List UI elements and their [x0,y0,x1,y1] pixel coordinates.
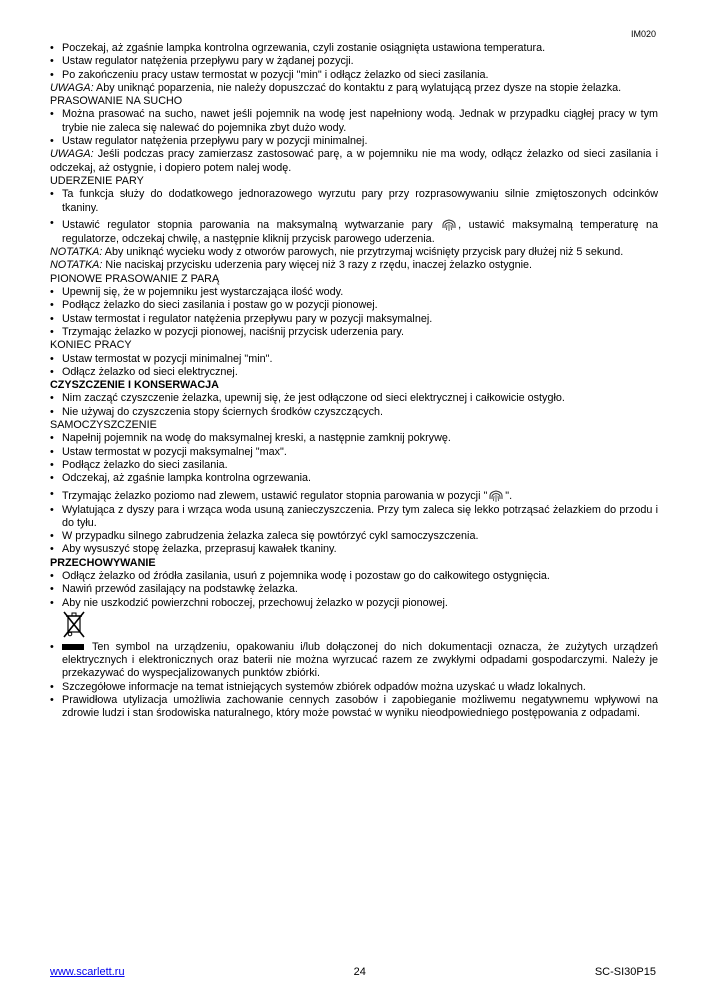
list-item-text: Aby nie uszkodzić powierzchni roboczej, przechowuj żelazko w pozycji pionowej. [62,596,448,609]
bullet-icon: • [50,365,54,378]
list-item [50,313,658,326]
list-item-text: Ustaw termostat i regulator natężenia przepływu pary w pozycji maksymalnej. [62,312,433,325]
list-item-text: Można prasować na sucho, nawet jeśli pojemnik na wodę jest napełniony wodą. Jednak w przypadku ciągłej pracy w tym trybie nie zaleca się nalewać do pojemnika zbyt dużo wody. [62,108,658,134]
list-item-text: Nawiń przewód zasilający na podstawkę żelazka. [62,583,298,596]
list-item [50,641,658,681]
section-heading: UDERZENIE PARY [50,174,144,187]
bullet-icon: • [50,108,54,121]
instruction-text [50,42,658,721]
bullet-icon: • [50,405,54,418]
document-code: IM020 [630,29,656,39]
bullet-icon: • [50,216,54,229]
list-item [50,326,658,339]
bullet-icon: • [50,487,54,500]
list-item [50,135,658,148]
section-heading: PIONOWE PRASOWANIE Z PARĄ [50,272,220,285]
list-item-text: Ustaw regulator natężenia przepływu pary w pozycji minimalnej. [62,135,368,148]
note-paragraph [50,82,658,95]
list-item-text: Nim zacząć czyszczenie żelazka, upewnij się, że jest odłączone od sieci elektrycznej i całkowicie ostygło. [62,392,565,405]
bullet-icon: • [50,312,54,325]
bullet-icon: • [50,188,54,201]
list-item [50,42,658,55]
list-item-text [62,217,658,246]
list-item-text: Ta funkcja służy do dodatkowego jednorazowego wyrzutu pary przy rozprasowywaniu silnie zmiętoszonych odcinków tkaniny. [62,188,658,214]
bullet-icon: • [50,530,54,543]
bullet-icon: • [50,286,54,299]
list-item [50,543,658,556]
page-footer [50,966,656,978]
note-paragraph [50,259,658,272]
list-item [50,432,658,445]
bullet-icon: • [50,432,54,445]
list-item-text: W przypadku silnego zabrudzenia żelazka zaleca się powtórzyć cykl samoczyszczenia. [62,530,479,543]
list-item [50,694,658,721]
list-item-text: Napełnij pojemnik na wodę do maksymalnej kreski, a następnie zamknij pokrywę. [62,432,451,445]
list-item [50,504,658,531]
note-label: UWAGA: [50,148,94,161]
bullet-icon: • [50,68,54,81]
list-item [50,286,658,299]
list-item [50,188,658,215]
list-item-text: Odłącz żelazko od sieci elektrycznej. [62,365,238,378]
list-item-text: Odczekaj, aż zgaśnie lampka kontrolna ogrzewania. [62,472,312,485]
list-item [50,366,658,379]
note-text: Aby uniknąć poparzenia, nie należy dopuszczać do kontaktu z parą wylatującą przez dysze na stopie żelazka. [93,81,622,94]
list-item [50,446,658,459]
note-label: UWAGA: [50,81,94,94]
text-after-icon: , ustawić maksymalną temperaturę na regulatorze, odczekaj chwilę, a następnie kliknij przycisk parowego uderzenia. [62,218,659,245]
page-number: 24 [353,966,366,978]
steam-max-icon [440,217,458,233]
bullet-icon: • [50,392,54,405]
bullet-icon: • [50,543,54,556]
bullet-icon: • [50,325,54,338]
list-item-text: Ustaw termostat w pozycji minimalnej "min". [62,352,273,365]
section-heading: PRZECHOWYWANIE [50,556,156,569]
list-item [50,108,658,135]
section-heading: KONIEC PRACY [50,339,132,352]
list-item [50,583,658,596]
list-item-text: Podłącz żelazko do sieci zasilania i postaw go w pozycji pionowej. [62,299,378,312]
list-item [50,597,658,610]
section-heading: SAMOCZYSZCZENIE [50,419,157,432]
list-item [50,472,658,485]
crossed-bin-icon [62,611,658,639]
list-item-text: Po zakończeniu pracy ustaw termostat w pozycji "min" i odłącz żelazko od sieci zasilania. [62,68,489,81]
steam-max-icon [487,488,505,504]
bullet-icon: • [50,472,54,485]
bullet-icon: • [50,569,54,582]
bullet-icon: • [50,135,54,148]
list-item [50,681,658,694]
list-item [50,392,658,405]
list-item-text: Wylatująca z dyszy para i wrząca woda usuną zanieczyszczenia. Przy tym zaleca się lekko potrząsać żelazkiem do przodu i do tyłu. [62,503,658,529]
bullet-icon: • [50,640,54,653]
list-item-text: Ustaw regulator natężenia przepływu pary w żądanej pozycji. [62,55,354,68]
list-item [50,488,658,504]
bullet-icon: • [50,583,54,596]
note-text: Nie naciskaj przycisku uderzenia pary więcej niż 3 razy z rzędu, inaczej żelazko ostygnie. [102,259,533,272]
list-item-text: Szczegółowe informacje na temat istniejących systemów zbiórek odpadów można uzyskać u władz lokalnych. [62,680,586,693]
bullet-icon: • [50,694,54,707]
text-after-icon: ". [505,489,513,502]
text-before-icon: Ustawić regulator stopnia parowania na maksymalną wytwarzanie pary [62,218,441,231]
weee-description: Ten symbol na urządzeniu, opakowaniu i/lub dołączonej do nich dokumentacji oznacza, że zużytych urządzeń elektrycznych i elektronicznych oraz baterii nie można wyrzucać razem ze zwykłymi odpadami gospodarczymi. Należy je przekazywać do wyspecjalizowanych punktów zbiórki. [62,640,658,680]
list-item-text [62,641,658,681]
note-paragraph [50,148,658,175]
list-item [50,530,658,543]
text-before-icon: Trzymając żelazko poziomo nad zlewem, ustawić regulator stopnia parowania w pozycji " [62,489,488,502]
note-label: NOTATKA: [50,259,103,272]
list-item-text: Podłącz żelazko do sieci zasilania. [62,458,228,471]
bullet-icon: • [50,503,54,516]
list-item-text: Prawidłowa utylizacja umożliwia zachowanie cennych zasobów i zapobieganie możliwemu negatywnemu wpływowi na zdrowie ludzi i stan środowiska naturalnego, który może powstać w wyniku nieodpowiedniego postępowania z odpadami. [62,694,658,720]
list-item-text: Nie używaj do czyszczenia stopy ściernych środków czyszczących. [62,405,384,418]
list-item-text: Aby wysuszyć stopę żelazka, przeprasuj kawałek tkaniny. [62,543,337,556]
list-item-text: Upewnij się, że w pojemniku jest wystarczająca ilość wody. [62,286,344,299]
bullet-icon: • [50,55,54,68]
list-item [50,570,658,583]
note-text: Jeśli podczas pracy zamierzasz zastosować parę, a w pojemniku nie ma wody, odłącz żelazko od sieci zasilania i odczekaj, aż ostygnie, i dopiero potem nalej wodę. [50,148,658,174]
bullet-icon: • [50,352,54,365]
list-item [50,353,658,366]
weee-bar-icon [62,644,84,650]
list-item [50,55,658,68]
bullet-icon: • [50,458,54,471]
note-paragraph [50,246,658,259]
list-item [50,459,658,472]
bullet-icon: • [50,299,54,312]
list-item-text: Ustaw termostat w pozycji maksymalnej "max". [62,445,287,458]
bullet-icon: • [50,42,54,54]
bullet-icon: • [50,596,54,609]
list-item-text: Odłącz żelazko od źródła zasilania, usuń z pojemnika wodę i pozostaw go do całkowitego ostygnięcia. [62,569,550,582]
list-item [50,217,658,246]
list-item-text: Trzymając żelazko w pozycji pionowej, naciśnij przycisk uderzenia pary. [62,325,405,338]
note-label: NOTATKA: [50,246,103,259]
list-item [50,299,658,312]
list-item [50,406,658,419]
section-heading: PRASOWANIE NA SUCHO [50,95,183,108]
list-item-text: Poczekaj, aż zgaśnie lampka kontrolna ogrzewania, czyli zostanie osiągnięta ustawiona temperatura. [62,42,546,54]
list-item [50,69,658,82]
bullet-icon: • [50,445,54,458]
bullet-icon: • [50,680,54,693]
model-number: SC-SI30P15 [594,966,656,978]
section-heading: CZYSZCZENIE I KONSERWACJA [50,379,219,392]
list-item-text [62,488,658,504]
website-link[interactable]: www.scarlett.ru [50,966,125,978]
note-text: Aby uniknąć wycieku wody z otworów parowych, nie przytrzymaj wciśnięty przycisk pary dłużej niż 5 sekund. [102,246,624,259]
